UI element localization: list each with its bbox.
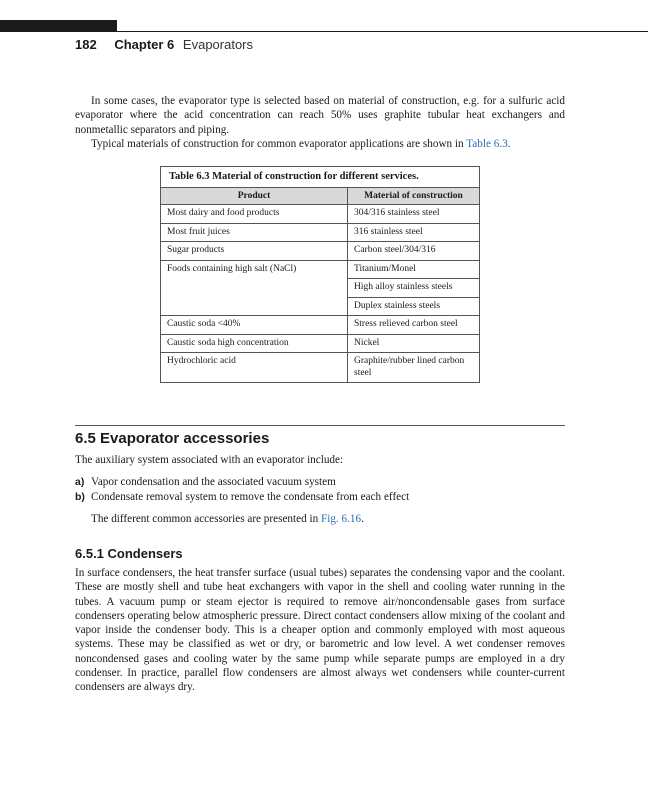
table-row (161, 205, 479, 224)
table-row (161, 353, 479, 383)
section-heading: 6.5 Evaporator accessories (75, 430, 270, 447)
list-label: a) (75, 476, 85, 489)
subsection-heading: 6.5.1 Condensers (75, 546, 183, 561)
material-cell: Stress relieved carbon steel (348, 316, 480, 335)
section-after-paragraph: The different common accessories are presented in Fig. 6.16. (91, 512, 364, 525)
material-cell: Graphite/rubber lined carbon steel (354, 356, 465, 378)
materials-table (160, 166, 480, 383)
list-item (75, 490, 565, 504)
running-header (75, 37, 253, 52)
table-row (161, 334, 479, 353)
table-row (161, 260, 479, 279)
material-cell: Nickel (348, 334, 480, 353)
table-row (161, 316, 479, 335)
condensers-paragraph: In surface condensers, the heat transfer surface (usual tubes) separates the condensing vapor and the coolant. These are mostly shell and tube heat exchangers with vapor in the shell and cooling water running in the tubes. A vacuum pump or steam ejector is required to remove air/noncondensable gases from surface condensers operating below atmospheric pressure. Direct contact condensers allow mixing of the coolant and vapor inside the condenser body. This is a cheaper option and commonly employed with most aqueous systems. These may be classified as wet or dry, or barometric and low level. A wet condenser removes noncondensed gases and cooling water by the same pump while separate pumps are employed in a dry condenser. In practice, parallel flow condensers are almost always wet condensers while counter-current condensers are always dry. (75, 567, 565, 694)
accessory-list (75, 475, 565, 504)
intro-text (75, 94, 565, 151)
intro-paragraph-1: In some cases, the evaporator type is selected based on material of construction, e.g. for a sulfuric acid evaporator where the acid concentration can reach 50% uses graphite tubular heat exchangers and nonmetallic separators and piping. (75, 95, 565, 136)
intro-paragraph-2: Typical materials of construction for common evaporator applications are shown in Table 6.3. (91, 137, 511, 150)
material-cell: Carbon steel/304/316 (348, 242, 480, 261)
col-header-material: Material of construction (348, 188, 480, 205)
table-row (161, 223, 479, 242)
product-cell: Hydrochloric acid (161, 353, 348, 383)
product-cell: Sugar products (161, 242, 348, 261)
product-cell: Foods containing high salt (NaCl) (161, 260, 348, 316)
material-cell: Duplex stainless steels (348, 297, 480, 316)
header-rule (0, 31, 648, 32)
product-cell: Caustic soda high concentration (161, 334, 348, 353)
material-cell: Titanium/Monel (348, 260, 480, 279)
product-cell: Most dairy and food products (161, 205, 348, 224)
section-body (75, 453, 565, 526)
fig-6-16-link[interactable]: Fig. 6.16 (320, 512, 362, 525)
chapter-label: Chapter 6 (114, 37, 175, 52)
section-intro: The auxiliary system associated with an evaporator include: (75, 454, 344, 466)
table-caption: Table 6.3 Material of construction for different services. (161, 167, 479, 188)
section-divider (75, 425, 565, 426)
material-cell: 304/316 stainless steel (348, 205, 480, 224)
list-text: Vapor condensation and the associated vacuum system (91, 476, 336, 489)
product-cell: Caustic soda <40% (161, 316, 348, 335)
page-number: 182 (75, 37, 97, 52)
table-6-3-link[interactable]: Table 6.3 (466, 137, 508, 150)
material-cell: 316 stainless steel (348, 223, 480, 242)
product-cell: Most fruit juices (161, 223, 348, 242)
list-item (75, 475, 565, 489)
list-label: b) (75, 490, 85, 503)
material-cell: High alloy stainless steels (348, 279, 480, 298)
table-row (161, 242, 479, 261)
list-text: Condensate removal system to remove the condensate from each effect (91, 490, 410, 503)
chapter-title: Evaporators (182, 37, 254, 52)
col-header-product: Product (161, 188, 348, 205)
